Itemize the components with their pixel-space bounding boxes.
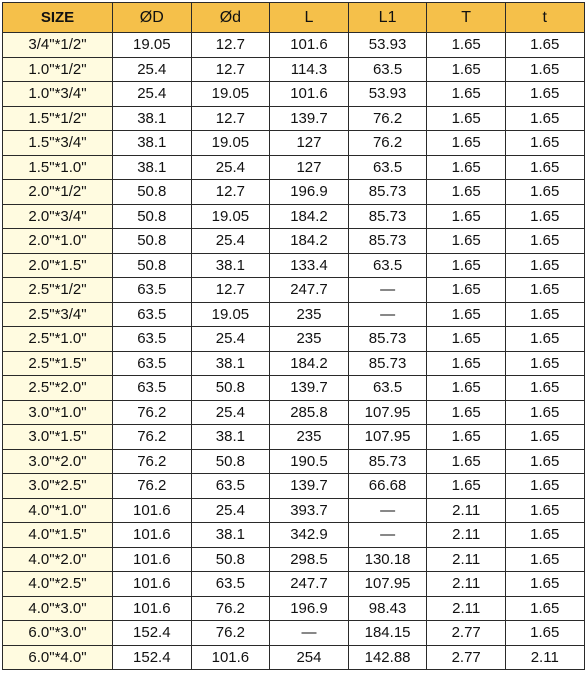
cell-inner-diameter: 50.8 (191, 547, 270, 572)
header-inner-diameter: Ød (191, 3, 270, 33)
cell-thickness-t-lower: 1.65 (505, 131, 584, 156)
cell-outer-diameter: 101.6 (113, 498, 192, 523)
cell-size: 6.0"*3.0" (3, 621, 113, 646)
cell-outer-diameter: 19.05 (113, 33, 192, 58)
cell-length: 139.7 (270, 474, 349, 499)
cell-outer-diameter: 76.2 (113, 449, 192, 474)
cell-size: 1.0"*3/4" (3, 82, 113, 107)
table-row (3, 498, 585, 523)
cell-outer-diameter: 152.4 (113, 621, 192, 646)
table-row (3, 645, 585, 670)
spec-table (2, 2, 585, 670)
cell-thickness-t-upper: 1.65 (427, 278, 506, 303)
cell-length-l1: 63.5 (348, 376, 427, 401)
cell-length-l1: 53.93 (348, 82, 427, 107)
table-row (3, 547, 585, 572)
cell-length-l1: 85.73 (348, 229, 427, 254)
cell-inner-diameter: 76.2 (191, 621, 270, 646)
cell-length-l1: 85.73 (348, 327, 427, 352)
cell-length-l1: 130.18 (348, 547, 427, 572)
cell-outer-diameter: 50.8 (113, 253, 192, 278)
cell-inner-diameter: 38.1 (191, 351, 270, 376)
table-row (3, 596, 585, 621)
cell-size: 4.0"*1.0" (3, 498, 113, 523)
cell-thickness-t-upper: 1.65 (427, 155, 506, 180)
cell-size: 3.0"*1.0" (3, 400, 113, 425)
cell-length: 114.3 (270, 57, 349, 82)
cell-inner-diameter: 63.5 (191, 572, 270, 597)
cell-length-l1: 98.43 (348, 596, 427, 621)
cell-size: 1.5"*1.0" (3, 155, 113, 180)
cell-length: 235 (270, 302, 349, 327)
cell-length-l1: — (348, 523, 427, 548)
cell-size: 2.5"*3/4" (3, 302, 113, 327)
cell-size: 4.0"*1.5" (3, 523, 113, 548)
cell-inner-diameter: 25.4 (191, 155, 270, 180)
cell-inner-diameter: 25.4 (191, 498, 270, 523)
cell-thickness-t-lower: 2.11 (505, 645, 584, 670)
cell-thickness-t-upper: 1.65 (427, 204, 506, 229)
cell-length: 247.7 (270, 278, 349, 303)
table-row (3, 621, 585, 646)
table-header (3, 3, 585, 33)
cell-size: 1.5"*1/2" (3, 106, 113, 131)
cell-thickness-t-upper: 1.65 (427, 425, 506, 450)
header-size: SIZE (3, 3, 113, 33)
table-row (3, 131, 585, 156)
cell-outer-diameter: 38.1 (113, 131, 192, 156)
cell-length-l1: 76.2 (348, 106, 427, 131)
cell-thickness-t-lower: 1.65 (505, 106, 584, 131)
cell-length-l1: 107.95 (348, 425, 427, 450)
cell-size: 3.0"*1.5" (3, 425, 113, 450)
cell-thickness-t-upper: 2.11 (427, 572, 506, 597)
cell-thickness-t-lower: 1.65 (505, 82, 584, 107)
cell-length-l1: 85.73 (348, 449, 427, 474)
cell-thickness-t-lower: 1.65 (505, 57, 584, 82)
cell-outer-diameter: 101.6 (113, 572, 192, 597)
cell-outer-diameter: 50.8 (113, 204, 192, 229)
cell-inner-diameter: 19.05 (191, 82, 270, 107)
cell-thickness-t-upper: 1.65 (427, 253, 506, 278)
cell-size: 3/4"*1/2" (3, 33, 113, 58)
cell-length: 285.8 (270, 400, 349, 425)
cell-size: 3.0"*2.0" (3, 449, 113, 474)
table-row (3, 376, 585, 401)
cell-thickness-t-upper: 2.11 (427, 596, 506, 621)
cell-thickness-t-upper: 1.65 (427, 351, 506, 376)
cell-size: 2.5"*1.0" (3, 327, 113, 352)
cell-outer-diameter: 76.2 (113, 425, 192, 450)
cell-size: 2.0"*1/2" (3, 180, 113, 205)
cell-size: 2.5"*2.0" (3, 376, 113, 401)
cell-inner-diameter: 76.2 (191, 596, 270, 621)
cell-thickness-t-lower: 1.65 (505, 474, 584, 499)
cell-length: 190.5 (270, 449, 349, 474)
cell-length: 235 (270, 425, 349, 450)
cell-thickness-t-lower: 1.65 (505, 523, 584, 548)
cell-thickness-t-lower: 1.65 (505, 229, 584, 254)
table-row (3, 400, 585, 425)
cell-inner-diameter: 19.05 (191, 302, 270, 327)
cell-length: 139.7 (270, 376, 349, 401)
cell-thickness-t-upper: 2.11 (427, 547, 506, 572)
cell-outer-diameter: 63.5 (113, 327, 192, 352)
cell-thickness-t-lower: 1.65 (505, 572, 584, 597)
cell-outer-diameter: 101.6 (113, 523, 192, 548)
cell-length-l1: 85.73 (348, 204, 427, 229)
table-row (3, 449, 585, 474)
cell-thickness-t-lower: 1.65 (505, 449, 584, 474)
cell-outer-diameter: 63.5 (113, 376, 192, 401)
cell-thickness-t-upper: 1.65 (427, 229, 506, 254)
cell-outer-diameter: 101.6 (113, 547, 192, 572)
cell-length: 184.2 (270, 229, 349, 254)
cell-length: 298.5 (270, 547, 349, 572)
cell-length: 184.2 (270, 351, 349, 376)
cell-length-l1: 63.5 (348, 253, 427, 278)
cell-thickness-t-lower: 1.65 (505, 278, 584, 303)
cell-length: 254 (270, 645, 349, 670)
cell-length: 127 (270, 155, 349, 180)
cell-thickness-t-upper: 1.65 (427, 131, 506, 156)
header-thickness-t-upper: T (427, 3, 506, 33)
cell-size: 2.0"*1.0" (3, 229, 113, 254)
cell-outer-diameter: 76.2 (113, 474, 192, 499)
cell-size: 4.0"*3.0" (3, 596, 113, 621)
header-row (3, 3, 585, 33)
header-thickness-t-lower: t (505, 3, 584, 33)
cell-size: 4.0"*2.5" (3, 572, 113, 597)
cell-thickness-t-upper: 1.65 (427, 180, 506, 205)
cell-thickness-t-upper: 2.11 (427, 523, 506, 548)
cell-outer-diameter: 152.4 (113, 645, 192, 670)
table-row (3, 278, 585, 303)
cell-thickness-t-lower: 1.65 (505, 327, 584, 352)
cell-length: 101.6 (270, 82, 349, 107)
cell-thickness-t-upper: 1.65 (427, 376, 506, 401)
table-row (3, 229, 585, 254)
cell-outer-diameter: 101.6 (113, 596, 192, 621)
cell-inner-diameter: 25.4 (191, 400, 270, 425)
cell-inner-diameter: 12.7 (191, 180, 270, 205)
table-row (3, 474, 585, 499)
header-outer-diameter: ØD (113, 3, 192, 33)
cell-length-l1: 85.73 (348, 351, 427, 376)
cell-length-l1: 76.2 (348, 131, 427, 156)
cell-thickness-t-upper: 2.77 (427, 645, 506, 670)
cell-inner-diameter: 25.4 (191, 229, 270, 254)
table-row (3, 180, 585, 205)
cell-thickness-t-lower: 1.65 (505, 351, 584, 376)
table-row (3, 351, 585, 376)
cell-length: 196.9 (270, 596, 349, 621)
cell-thickness-t-upper: 1.65 (427, 33, 506, 58)
cell-thickness-t-lower: 1.65 (505, 498, 584, 523)
table-row (3, 106, 585, 131)
cell-thickness-t-lower: 1.65 (505, 596, 584, 621)
table-row (3, 57, 585, 82)
table-row (3, 327, 585, 352)
cell-thickness-t-lower: 1.65 (505, 302, 584, 327)
cell-thickness-t-upper: 1.65 (427, 57, 506, 82)
cell-length-l1: 85.73 (348, 180, 427, 205)
cell-outer-diameter: 63.5 (113, 278, 192, 303)
cell-inner-diameter: 50.8 (191, 376, 270, 401)
cell-length-l1: 184.15 (348, 621, 427, 646)
cell-outer-diameter: 50.8 (113, 229, 192, 254)
cell-length: 139.7 (270, 106, 349, 131)
cell-length: 127 (270, 131, 349, 156)
header-length: L (270, 3, 349, 33)
cell-inner-diameter: 12.7 (191, 106, 270, 131)
table-row (3, 204, 585, 229)
cell-thickness-t-lower: 1.65 (505, 33, 584, 58)
cell-thickness-t-lower: 1.65 (505, 376, 584, 401)
cell-thickness-t-lower: 1.65 (505, 180, 584, 205)
cell-length-l1: 66.68 (348, 474, 427, 499)
cell-outer-diameter: 25.4 (113, 57, 192, 82)
cell-thickness-t-lower: 1.65 (505, 547, 584, 572)
cell-inner-diameter: 19.05 (191, 204, 270, 229)
cell-thickness-t-upper: 1.65 (427, 302, 506, 327)
cell-thickness-t-upper: 1.65 (427, 400, 506, 425)
cell-outer-diameter: 63.5 (113, 351, 192, 376)
cell-thickness-t-upper: 2.77 (427, 621, 506, 646)
cell-length: 247.7 (270, 572, 349, 597)
cell-length: 196.9 (270, 180, 349, 205)
cell-length: 184.2 (270, 204, 349, 229)
cell-size: 3.0"*2.5" (3, 474, 113, 499)
cell-thickness-t-lower: 1.65 (505, 621, 584, 646)
cell-thickness-t-lower: 1.65 (505, 400, 584, 425)
table-row (3, 253, 585, 278)
header-length-l1: L1 (348, 3, 427, 33)
cell-length: 342.9 (270, 523, 349, 548)
cell-inner-diameter: 50.8 (191, 449, 270, 474)
cell-length: 235 (270, 327, 349, 352)
cell-size: 6.0"*4.0" (3, 645, 113, 670)
cell-size: 2.5"*1/2" (3, 278, 113, 303)
cell-length-l1: — (348, 498, 427, 523)
cell-size: 2.0"*1.5" (3, 253, 113, 278)
table-row (3, 33, 585, 58)
cell-inner-diameter: 19.05 (191, 131, 270, 156)
cell-length-l1: 63.5 (348, 155, 427, 180)
cell-thickness-t-upper: 1.65 (427, 106, 506, 131)
cell-size: 1.0"*1/2" (3, 57, 113, 82)
table-row (3, 523, 585, 548)
cell-thickness-t-upper: 1.65 (427, 474, 506, 499)
cell-size: 2.0"*3/4" (3, 204, 113, 229)
cell-inner-diameter: 38.1 (191, 523, 270, 548)
cell-inner-diameter: 38.1 (191, 425, 270, 450)
cell-outer-diameter: 63.5 (113, 302, 192, 327)
cell-inner-diameter: 12.7 (191, 57, 270, 82)
cell-thickness-t-upper: 1.65 (427, 327, 506, 352)
cell-length-l1: — (348, 302, 427, 327)
cell-inner-diameter: 38.1 (191, 253, 270, 278)
cell-length: 101.6 (270, 33, 349, 58)
table-row (3, 155, 585, 180)
cell-thickness-t-lower: 1.65 (505, 253, 584, 278)
cell-inner-diameter: 12.7 (191, 278, 270, 303)
cell-length-l1: 142.88 (348, 645, 427, 670)
table-body (3, 33, 585, 670)
cell-thickness-t-lower: 1.65 (505, 204, 584, 229)
cell-size: 1.5"*3/4" (3, 131, 113, 156)
cell-size: 4.0"*2.0" (3, 547, 113, 572)
cell-inner-diameter: 101.6 (191, 645, 270, 670)
cell-thickness-t-lower: 1.65 (505, 425, 584, 450)
table-row (3, 572, 585, 597)
table-row (3, 425, 585, 450)
cell-thickness-t-upper: 1.65 (427, 449, 506, 474)
cell-outer-diameter: 50.8 (113, 180, 192, 205)
table-row (3, 82, 585, 107)
cell-length-l1: 107.95 (348, 400, 427, 425)
table-row (3, 302, 585, 327)
cell-length: 133.4 (270, 253, 349, 278)
cell-inner-diameter: 25.4 (191, 327, 270, 352)
cell-length-l1: 107.95 (348, 572, 427, 597)
cell-outer-diameter: 76.2 (113, 400, 192, 425)
cell-outer-diameter: 25.4 (113, 82, 192, 107)
cell-length-l1: — (348, 278, 427, 303)
cell-length-l1: 63.5 (348, 57, 427, 82)
cell-inner-diameter: 12.7 (191, 33, 270, 58)
cell-size: 2.5"*1.5" (3, 351, 113, 376)
cell-length: — (270, 621, 349, 646)
cell-outer-diameter: 38.1 (113, 106, 192, 131)
cell-length-l1: 53.93 (348, 33, 427, 58)
cell-thickness-t-upper: 2.11 (427, 498, 506, 523)
cell-thickness-t-lower: 1.65 (505, 155, 584, 180)
cell-length: 393.7 (270, 498, 349, 523)
cell-thickness-t-upper: 1.65 (427, 82, 506, 107)
cell-inner-diameter: 63.5 (191, 474, 270, 499)
cell-outer-diameter: 38.1 (113, 155, 192, 180)
